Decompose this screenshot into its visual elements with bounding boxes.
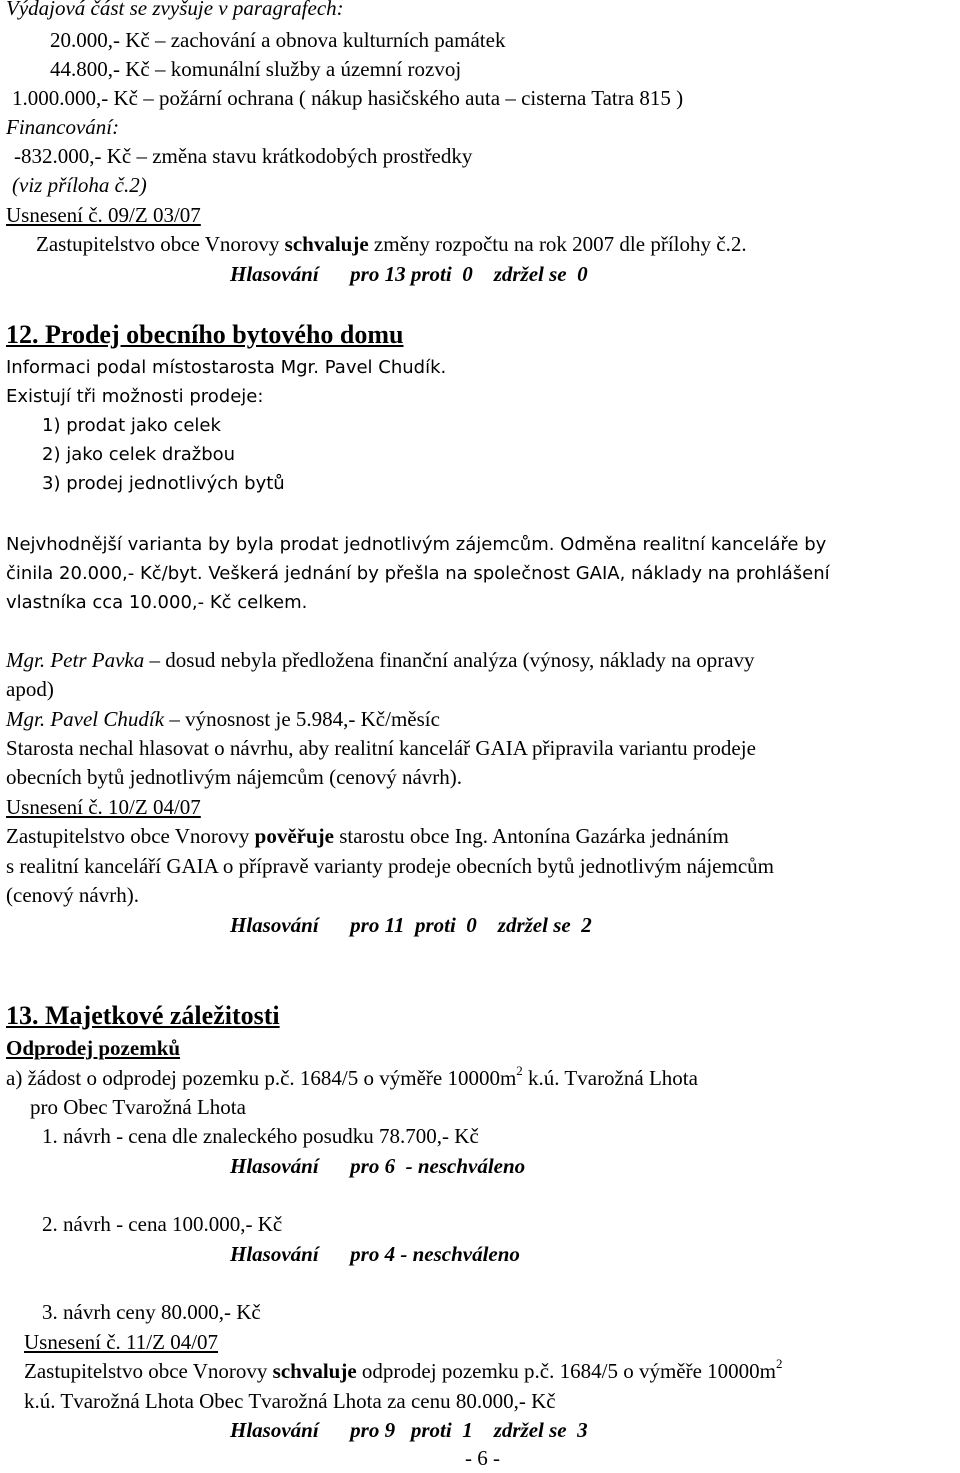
- proposal-1: 1. návrh - cena dle znaleckého posudku 78.700,- Kč: [42, 1124, 479, 1148]
- resolution-09-label: Usnesení č. 09/Z 03/07: [6, 203, 201, 227]
- para-line-2: činila 20.000,- Kč/byt. Veškerá jednání by přešla na společnost GAIA, náklady na prohlášení: [6, 563, 830, 584]
- section-12-info: Informaci podal místostarosta Mgr. Pavel Chudík.: [6, 357, 447, 378]
- expense-heading: Výdajová část se zvyšuje v paragrafech:: [6, 0, 344, 20]
- resolution-11-label: Usnesení č. 11/Z 04/07: [24, 1330, 219, 1354]
- section-13-subtitle: Odprodej pozemků: [6, 1036, 181, 1060]
- resolution-11-text: Zastupitelstvo obce Vnorovy schvaluje odprodej pozemku p.č. 1684/5 o výměře $10000m^2$: [24, 1356, 783, 1383]
- proposal-3: 3. návrh ceny 80.000,- Kč: [42, 1300, 261, 1324]
- section-12-title: 12. Prodej obecního bytového domu: [6, 320, 404, 349]
- resolution-10-text: Zastupitelstvo obce Vnorovy pověřuje starostu obce Ing. Antonína Gazárka jednáním: [6, 824, 729, 848]
- option-3: 3) prodej jednotlivých bytů: [42, 473, 285, 494]
- pavka-line: Mgr. Petr Pavka – dosud nebyla předložena finanční analýza (výnosy, náklady na opravy: [6, 648, 755, 672]
- starosta-line-1: Starosta nechal hlasovat o návrhu, aby realitní kancelář GAIA připravila variantu prodeje: [6, 736, 756, 760]
- resolution-09-text: Zastupitelstvo obce Vnorovy schvaluje změny rozpočtu na rok 2007 dle přílohy č.2.: [36, 232, 747, 256]
- vote-proposal-1: Hlasování pro 6 - neschváleno: [230, 1154, 526, 1178]
- page-number: - 6 -: [465, 1446, 500, 1470]
- resolution-10-line-2: s realitní kanceláří GAIA o přípravě varianty prodeje obecních bytů jednotlivým nájemcům: [6, 854, 774, 878]
- request-a: a) žádost o odprodej pozemku p.č. 1684/5 o výměře $10000m^2$ k.ú. Tvarožná Lhota: [6, 1063, 698, 1090]
- vote-09: Hlasování pro 13 proti 0 zdržel se 0: [230, 262, 588, 286]
- expense-item-2: 44.800,- Kč – komunální služby a územní rozvoj: [50, 57, 462, 81]
- chudik-line: Mgr. Pavel Chudík – výnosnost je 5.984,- Kč/měsíc: [6, 707, 440, 731]
- vote-11: Hlasování pro 9 proti 1 zdržel se 3: [230, 1418, 588, 1442]
- request-for: pro Obec Tvarožná Lhota: [30, 1095, 246, 1119]
- financing-heading: Financování:: [6, 115, 120, 139]
- options-intro: Existují tři možnosti prodeje:: [6, 386, 264, 407]
- resolution-10-line-3: (cenový návrh).: [6, 883, 139, 907]
- expense-item-3: 1.000.000,- Kč – požární ochrana ( nákup hasičského auta – cisterna Tatra 815 ): [12, 86, 684, 110]
- pavka-line-2: apod): [6, 677, 54, 701]
- vote-proposal-2: Hlasování pro 4 - neschváleno: [230, 1242, 520, 1266]
- proposal-2: 2. návrh - cena 100.000,- Kč: [42, 1212, 283, 1236]
- option-2: 2) jako celek dražbou: [42, 444, 236, 465]
- expense-item-1: 20.000,- Kč – zachování a obnova kulturních památek: [50, 28, 506, 52]
- vote-10: Hlasování pro 11 proti 0 zdržel se 2: [230, 913, 592, 937]
- section-13-title: 13. Majetkové záležitosti: [6, 1001, 280, 1030]
- financing-item: -832.000,- Kč – změna stavu krátkodobých prostředky: [14, 144, 473, 168]
- option-1: 1) prodat jako celek: [42, 415, 221, 436]
- starosta-line-2: obecních bytů jednotlivým nájemcům (cenový návrh).: [6, 765, 463, 789]
- para-line-1: Nejvhodnější varianta by byla prodat jednotlivým zájemcům. Odměna realitní kanceláře by: [6, 534, 827, 555]
- resolution-10-label: Usnesení č. 10/Z 04/07: [6, 795, 201, 819]
- para-line-3: vlastníka cca 10.000,- Kč celkem.: [6, 592, 308, 613]
- resolution-11-line-2: k.ú. Tvarožná Lhota Obec Tvarožná Lhota za cenu 80.000,- Kč: [24, 1389, 556, 1413]
- financing-note: (viz příloha č.2): [12, 173, 147, 197]
